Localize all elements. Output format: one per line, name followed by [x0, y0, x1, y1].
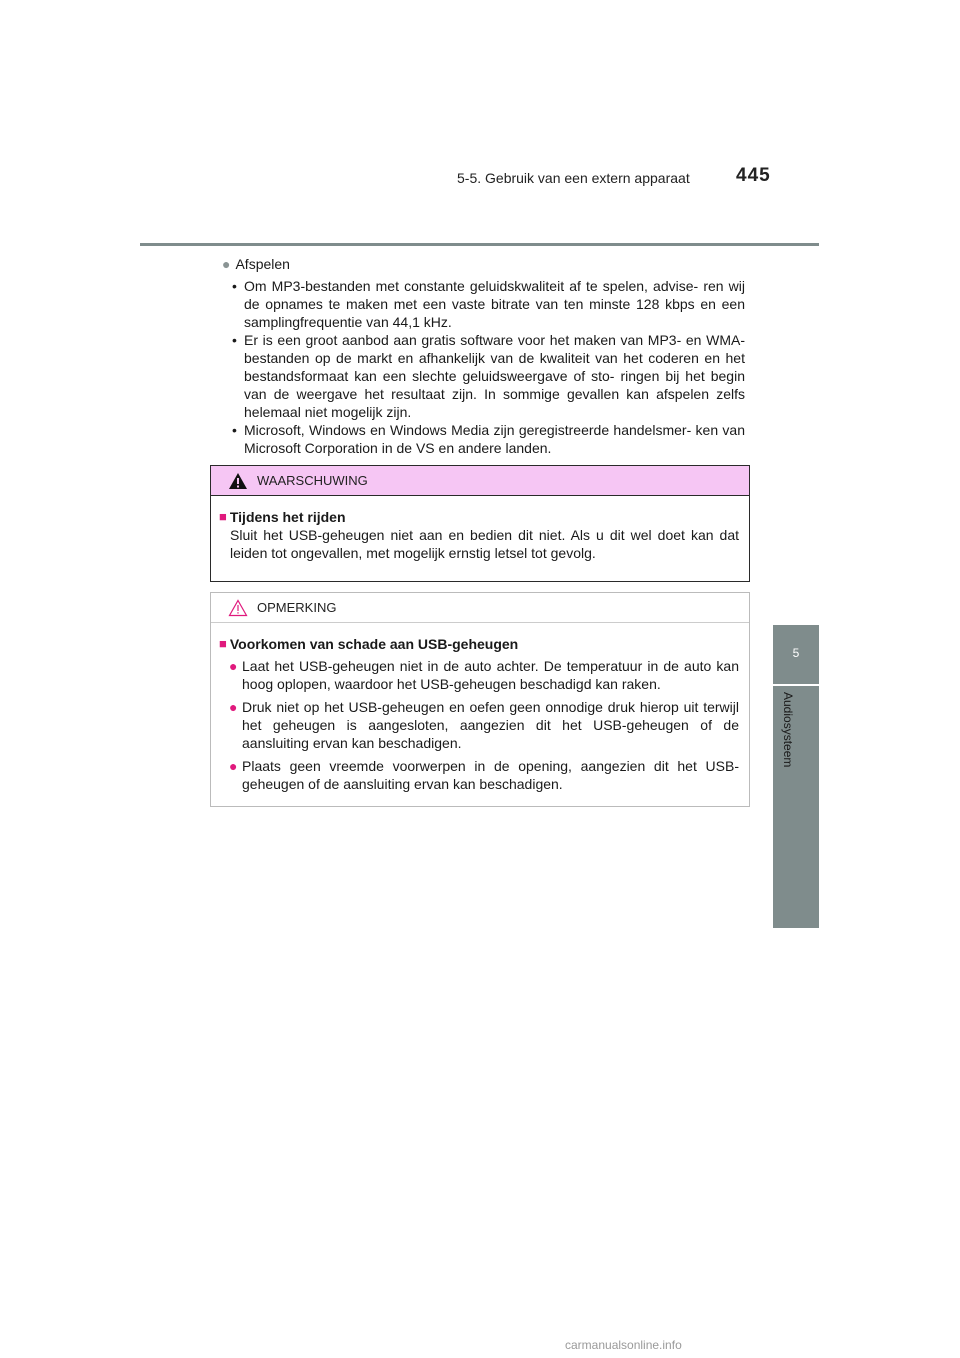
warning-item-title-text: Tijdens het rijden [229, 509, 346, 525]
page-number: 445 [736, 165, 771, 186]
caution-triangle-icon [228, 599, 248, 617]
square-bullet-icon: ■ [219, 509, 227, 524]
warning-header [211, 466, 749, 496]
list-item-text: Om MP3-bestanden met constante geluidskwaliteit af te spelen, advise- ren wij de opnames te maken met een vaste bitrate van ten minste 128 kbps en een samplingfrequentie van 44,1 kHz. [244, 278, 745, 330]
note-box [210, 592, 750, 807]
list-item [229, 657, 739, 693]
warning-item-title [219, 508, 739, 526]
list-item-text: Druk niet op het USB-geheugen en oefen geen onnodige druk hierop uit terwijl het geheugen is aangesloten, aangezien dit het USB-geheugen of de aansluiting ervan kan beschadigen. [242, 699, 739, 751]
playback-title: Afspelen [235, 256, 290, 272]
chapter-tab-label [773, 686, 819, 928]
list-item: • Er is een groot aanbod aan gratis software voor het maken van MP3- en WMA-bestanden op de markt en afhankelijk van de kwaliteit van het coderen en het bestandsformaat kan een slechte geluidsweergave of sto- ringen bij het begin van de weergave het resultaat zijn. In sommige gevallen kan afspelen zelfs helemaal niet mogelijk zijn. [232, 332, 745, 420]
warning-title: WAARSCHUWING [257, 473, 368, 488]
note-list [219, 657, 739, 793]
list-item-text: Er is een groot aanbod aan gratis software voor het maken van MP3- en WMA-bestanden op de markt en afhankelijk van de kwaliteit van het coderen en het bestandsformaat kan een slechte geluidsweergave of sto- ringen bij het begin van de weergave het resultaat zijn. In sommige gevallen kan afspelen zelfs helemaal niet mogelijk zijn. [244, 332, 745, 420]
list-item-text: Microsoft, Windows en Windows Media zijn geregistreerde handelsmer- ken van Microsoft Corporation in de VS en andere landen. [244, 422, 745, 456]
note-body [211, 623, 749, 793]
header-section-title: 5-5. Gebruik van een extern apparaat [457, 170, 690, 186]
list-item-text: Laat het USB-geheugen niet in de auto achter. De temperatuur in de auto kan hoog oplopen, waardoor het USB-geheugen beschadigd kan raken. [242, 658, 739, 692]
playback-heading [222, 255, 745, 273]
list-item: • Microsoft, Windows en Windows Media zijn geregistreerde handelsmer- ken van Microsoft Corporation in de VS en andere landen. [232, 422, 745, 456]
list-item [229, 698, 739, 752]
header-divider [140, 243, 819, 246]
list-item-text: Plaats geen vreemde voorwerpen in de opening, aangezien dit het USB- geheugen of de aansluiting ervan kan beschadigen. [242, 758, 739, 792]
list-item: • Om MP3-bestanden met constante geluidskwaliteit af te spelen, advise- ren wij de opnames te maken met een vaste bitrate van ten minste 128 kbps en een samplingfrequentie van 44,1 kHz. [232, 278, 745, 330]
playback-section [222, 255, 745, 457]
note-header [211, 593, 749, 623]
pink-dot-icon: ● [229, 658, 238, 674]
watermark-url: carmanualsonline.info [565, 1338, 682, 1352]
pink-dot-icon: ● [229, 699, 238, 715]
warning-box [210, 465, 750, 582]
square-bullet-icon: ■ [219, 636, 227, 651]
chapter-label-text: Audiosysteem [781, 692, 795, 768]
list-item [229, 757, 739, 793]
warning-text: Sluit het USB-geheugen niet aan en bedien dit niet. Als u dit wel doet kan dat leiden tot ongevallen, met mogelijk ernstig letsel tot gevolg. [230, 527, 739, 561]
note-item-title-text: Voorkomen van schade aan USB-geheugen [229, 636, 519, 652]
warning-triangle-icon [228, 472, 248, 490]
note-item-title [219, 635, 739, 653]
note-title: OPMERKING [257, 600, 337, 615]
pink-dot-icon: ● [229, 758, 238, 774]
chapter-tab-number: 5 [773, 625, 819, 684]
playback-list [222, 277, 745, 457]
warning-body [211, 496, 749, 562]
bullet-dot-icon: ● [222, 256, 231, 272]
